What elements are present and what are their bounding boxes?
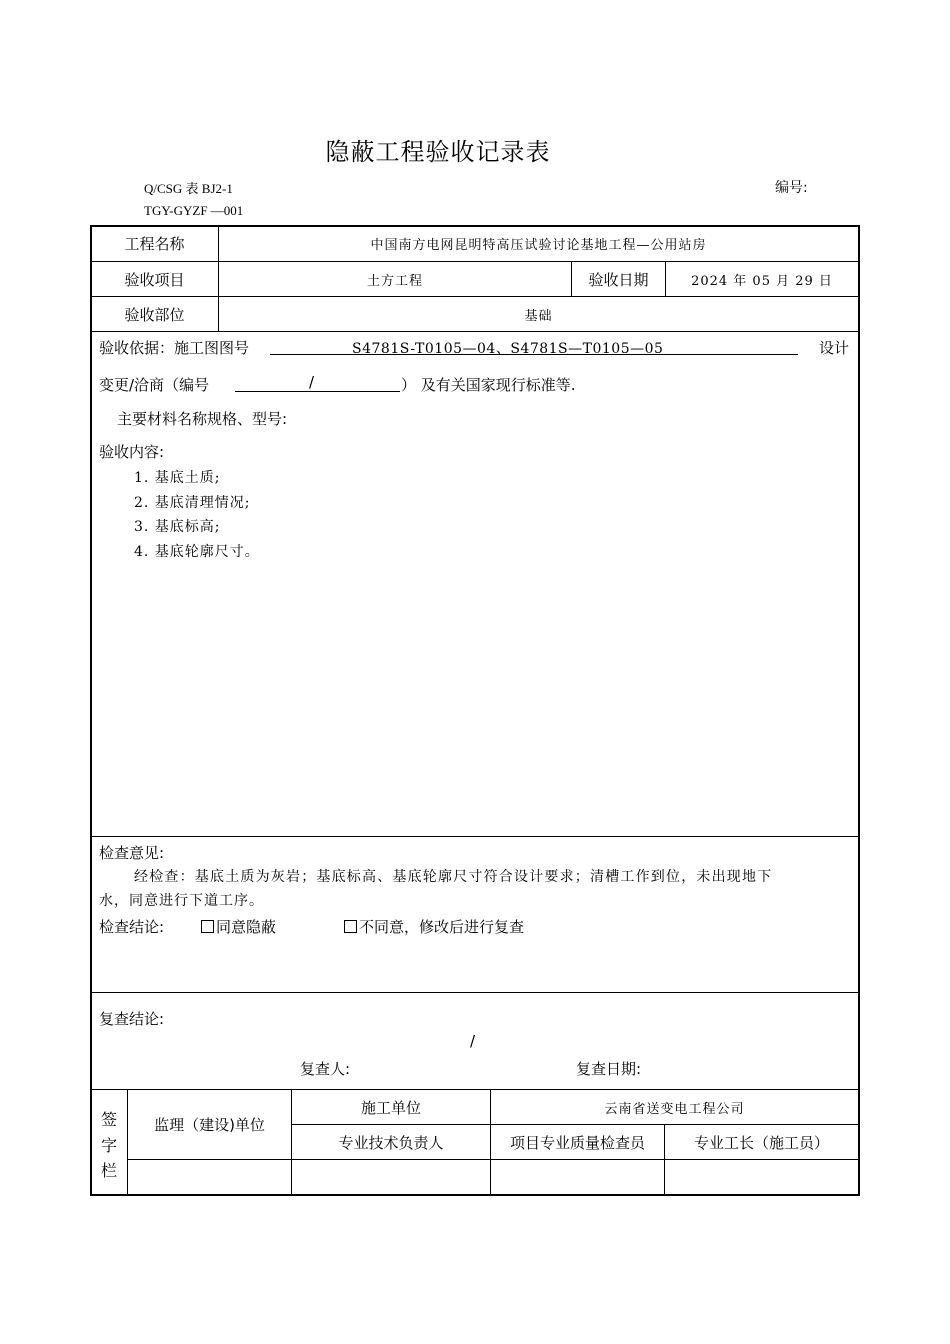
- conclusion-label: 检查结论:: [99, 918, 165, 936]
- quality-inspector-signature-field[interactable]: [491, 1160, 664, 1194]
- acceptance-location-value: 基础: [524, 308, 553, 324]
- project-name-label: 工程名称: [124, 235, 185, 253]
- opinion-text-line2: 水，同意进行下道工序。: [99, 893, 264, 909]
- materials-label: 主要材料名称规格、型号:: [117, 410, 288, 428]
- form-code: Q/CSG 表 BJ2-1: [144, 181, 233, 196]
- construction-unit-value: 云南省送变电工程公司: [604, 1101, 745, 1117]
- acceptance-date-label: 验收日期: [588, 270, 649, 289]
- agree-checkbox[interactable]: [201, 920, 214, 933]
- content-label: 验收内容:: [99, 443, 165, 461]
- supervision-unit-label: 监理（建设)单位: [154, 1116, 265, 1134]
- signature-column-char: 字: [101, 1136, 118, 1155]
- quality-inspector-label: 项目专业质量检查员: [509, 1133, 645, 1152]
- basis-change-number: /: [309, 373, 315, 391]
- serial-number-label: 编号:: [775, 180, 808, 196]
- construction-unit-label: 施工单位: [360, 1098, 421, 1117]
- doc-code: TGY-GYZF —001: [144, 203, 244, 218]
- signature-column-char: 栏: [101, 1161, 118, 1180]
- acceptance-item-label: 验收项目: [124, 270, 185, 289]
- foreman-signature-field[interactable]: [665, 1160, 858, 1194]
- opinion-text-line1: 经检查：基底土质为灰岩；基底标高、基底轮廓尺寸符合设计要求；清槽工作到位，未出现地下: [134, 869, 773, 885]
- basis-design-suffix: 设计: [819, 339, 850, 357]
- tech-lead-signature-field[interactable]: [292, 1160, 490, 1194]
- signature-column-char: 签: [101, 1110, 118, 1129]
- page-title: 隐蔽工程验收记录表: [325, 138, 551, 166]
- content-item: 3. 基底标高;: [134, 519, 221, 535]
- project-name-value: 中国南方电网昆明特高压试验讨论基地工程—公用站房: [370, 238, 707, 253]
- supervision-signature-field[interactable]: [128, 1160, 291, 1194]
- basis-label: 验收依据：施工图图号: [99, 339, 250, 357]
- reviewer-label: 复查人:: [300, 1060, 351, 1078]
- acceptance-location-label: 验收部位: [124, 305, 185, 324]
- basis-standards: ） 及有关国家现行标准等.: [401, 376, 576, 394]
- agree-option[interactable]: [201, 916, 276, 937]
- disagree-option[interactable]: [344, 916, 524, 937]
- agree-option-label: 同意隐蔽: [216, 918, 277, 936]
- acceptance-item-value: 土方工程: [366, 273, 423, 289]
- acceptance-date-value: 2024 年 05 月 29 日: [691, 273, 833, 289]
- basis-drawing-numbers: S4781S-T0105—04、S4781S—T0105—05: [352, 341, 664, 357]
- content-item: 4. 基底轮廓尺寸。: [134, 544, 260, 560]
- opinion-label: 检查意见:: [99, 844, 165, 862]
- content-item: 2. 基底清理情况;: [134, 495, 251, 511]
- recheck-conclusion-value: /: [470, 1032, 476, 1050]
- disagree-option-label: 不同意，修改后进行复查: [359, 918, 525, 936]
- recheck-label: 复查结论:: [99, 1010, 165, 1028]
- disagree-checkbox[interactable]: [344, 920, 357, 933]
- basis-change-label: 变更/洽商（编号: [99, 376, 210, 394]
- foreman-label: 专业工长（施工员）: [693, 1133, 829, 1152]
- content-item: 1. 基底土质;: [134, 470, 221, 486]
- tech-lead-label: 专业技术负责人: [338, 1133, 444, 1152]
- recheck-date-label: 复查日期:: [576, 1060, 642, 1078]
